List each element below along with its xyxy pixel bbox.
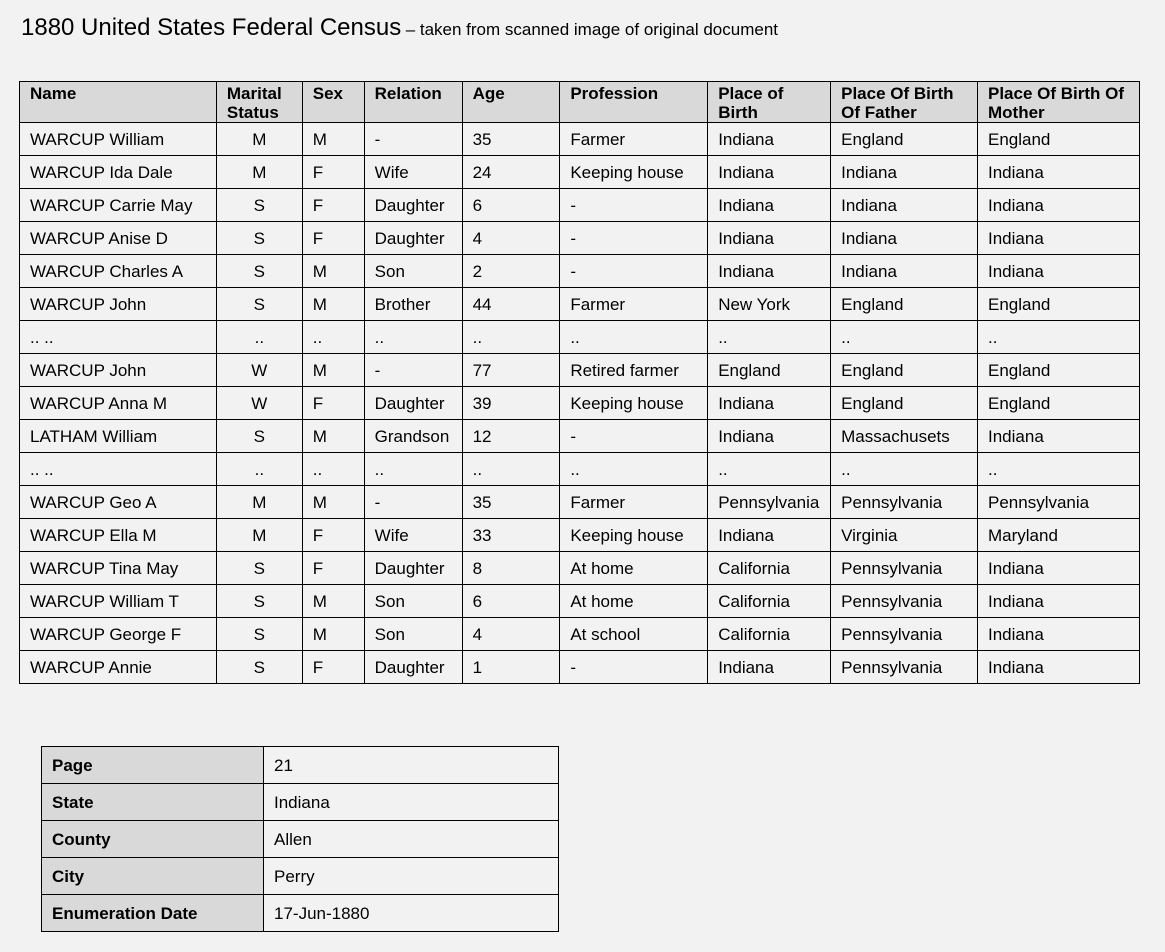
cell-profession: Keeping house bbox=[560, 156, 708, 189]
cell-name: WARCUP George F bbox=[20, 618, 217, 651]
cell-mother-birthplace: .. bbox=[978, 453, 1140, 486]
cell-place-of-birth: Indiana bbox=[708, 420, 831, 453]
cell-place-of-birth: Indiana bbox=[708, 222, 831, 255]
cell-profession: - bbox=[560, 255, 708, 288]
info-label: Enumeration Date bbox=[42, 895, 264, 932]
info-label: State bbox=[42, 784, 264, 821]
cell-age: 1 bbox=[462, 651, 560, 684]
cell-father-birthplace: Indiana bbox=[831, 222, 978, 255]
cell-marital-status: S bbox=[216, 651, 302, 684]
table-row bbox=[20, 123, 1140, 156]
cell-relation: - bbox=[364, 486, 462, 519]
cell-profession: .. bbox=[560, 453, 708, 486]
cell-marital-status: W bbox=[216, 354, 302, 387]
cell-profession: .. bbox=[560, 321, 708, 354]
cell-father-birthplace: .. bbox=[831, 453, 978, 486]
cell-marital-status: S bbox=[216, 585, 302, 618]
cell-sex: M bbox=[302, 486, 364, 519]
cell-mother-birthplace: Indiana bbox=[978, 618, 1140, 651]
cell-sex: F bbox=[302, 222, 364, 255]
info-value: 17-Jun-1880 bbox=[264, 895, 559, 932]
document-title bbox=[21, 14, 778, 42]
cell-profession: At home bbox=[560, 552, 708, 585]
cell-mother-birthplace: Maryland bbox=[978, 519, 1140, 552]
cell-mother-birthplace: England bbox=[978, 354, 1140, 387]
cell-sex: M bbox=[302, 288, 364, 321]
header-father-birthplace bbox=[831, 82, 978, 123]
table-row bbox=[20, 552, 1140, 585]
cell-relation: Daughter bbox=[364, 552, 462, 585]
cell-marital-status: M bbox=[216, 486, 302, 519]
cell-name: WARCUP Ida Dale bbox=[20, 156, 217, 189]
cell-place-of-birth: California bbox=[708, 585, 831, 618]
table-row bbox=[20, 519, 1140, 552]
cell-name: WARCUP Annie bbox=[20, 651, 217, 684]
cell-relation: .. bbox=[364, 453, 462, 486]
cell-place-of-birth: Indiana bbox=[708, 123, 831, 156]
table-row bbox=[20, 288, 1140, 321]
cell-father-birthplace: England bbox=[831, 288, 978, 321]
table-row bbox=[20, 453, 1140, 486]
cell-relation: Brother bbox=[364, 288, 462, 321]
cell-father-birthplace: Pennsylvania bbox=[831, 651, 978, 684]
cell-relation: Daughter bbox=[364, 387, 462, 420]
table-row bbox=[20, 618, 1140, 651]
info-row bbox=[42, 858, 559, 895]
cell-father-birthplace: Indiana bbox=[831, 255, 978, 288]
cell-name: .. .. bbox=[20, 321, 217, 354]
cell-mother-birthplace: Indiana bbox=[978, 420, 1140, 453]
header-name bbox=[20, 82, 217, 123]
cell-sex: M bbox=[302, 420, 364, 453]
cell-marital-status: M bbox=[216, 156, 302, 189]
cell-place-of-birth: England bbox=[708, 354, 831, 387]
cell-name: WARCUP Tina May bbox=[20, 552, 217, 585]
cell-age: 77 bbox=[462, 354, 560, 387]
header-row bbox=[20, 82, 1140, 123]
cell-marital-status: S bbox=[216, 420, 302, 453]
cell-mother-birthplace: .. bbox=[978, 321, 1140, 354]
table-row bbox=[20, 156, 1140, 189]
cell-mother-birthplace: Indiana bbox=[978, 552, 1140, 585]
header-line-2: Status bbox=[226, 103, 279, 122]
cell-marital-status: W bbox=[216, 387, 302, 420]
cell-profession: - bbox=[560, 651, 708, 684]
cell-marital-status: M bbox=[216, 519, 302, 552]
cell-mother-birthplace: England bbox=[978, 123, 1140, 156]
cell-age: 6 bbox=[462, 585, 560, 618]
table-row bbox=[20, 651, 1140, 684]
table-row bbox=[20, 189, 1140, 222]
title-main: 1880 United States Federal Census bbox=[21, 14, 402, 41]
header-profession bbox=[560, 82, 708, 123]
cell-name: WARCUP Charles A bbox=[20, 255, 217, 288]
cell-profession: - bbox=[560, 189, 708, 222]
cell-marital-status: S bbox=[216, 255, 302, 288]
cell-marital-status: S bbox=[216, 618, 302, 651]
cell-age: .. bbox=[462, 321, 560, 354]
title-subtitle: – taken from scanned image of original document bbox=[405, 20, 779, 39]
header-line-1: Relation bbox=[374, 84, 442, 103]
cell-name: WARCUP Carrie May bbox=[20, 189, 217, 222]
cell-father-birthplace: Virginia bbox=[831, 519, 978, 552]
info-row bbox=[42, 895, 559, 932]
cell-sex: F bbox=[302, 189, 364, 222]
cell-name: WARCUP John bbox=[20, 354, 217, 387]
cell-profession: At school bbox=[560, 618, 708, 651]
cell-father-birthplace: Massachusets bbox=[831, 420, 978, 453]
cell-sex: M bbox=[302, 354, 364, 387]
header-line-1: Place of bbox=[718, 84, 784, 103]
cell-sex: F bbox=[302, 552, 364, 585]
info-label: City bbox=[42, 858, 264, 895]
cell-profession: - bbox=[560, 222, 708, 255]
cell-name: WARCUP Anise D bbox=[20, 222, 217, 255]
table-row bbox=[20, 387, 1140, 420]
cell-profession: Farmer bbox=[560, 288, 708, 321]
cell-profession: Farmer bbox=[560, 123, 708, 156]
cell-name: WARCUP William T bbox=[20, 585, 217, 618]
header-sex bbox=[302, 82, 364, 123]
cell-age: 39 bbox=[462, 387, 560, 420]
header-line-1: Name bbox=[30, 84, 77, 103]
cell-age: 35 bbox=[462, 486, 560, 519]
cell-place-of-birth: Indiana bbox=[708, 189, 831, 222]
cell-profession: Keeping house bbox=[560, 519, 708, 552]
info-value: Perry bbox=[264, 858, 559, 895]
cell-profession: At home bbox=[560, 585, 708, 618]
table-row bbox=[20, 585, 1140, 618]
cell-marital-status: S bbox=[216, 288, 302, 321]
cell-age: .. bbox=[462, 453, 560, 486]
info-row bbox=[42, 747, 559, 784]
cell-father-birthplace: Pennsylvania bbox=[831, 486, 978, 519]
header-line-2: Of Father bbox=[841, 103, 917, 122]
cell-father-birthplace: England bbox=[831, 387, 978, 420]
cell-father-birthplace: Indiana bbox=[831, 156, 978, 189]
cell-relation: Wife bbox=[364, 156, 462, 189]
header-line-1: Place Of Birth bbox=[841, 84, 954, 103]
cell-place-of-birth: California bbox=[708, 618, 831, 651]
cell-relation: Grandson bbox=[364, 420, 462, 453]
cell-marital-status: .. bbox=[216, 321, 302, 354]
census-body bbox=[20, 123, 1140, 684]
cell-father-birthplace: .. bbox=[831, 321, 978, 354]
cell-name: LATHAM William bbox=[20, 420, 217, 453]
header-line-1: Profession bbox=[570, 84, 659, 103]
cell-place-of-birth: Indiana bbox=[708, 255, 831, 288]
table-row bbox=[20, 420, 1140, 453]
cell-father-birthplace: Pennsylvania bbox=[831, 552, 978, 585]
cell-mother-birthplace: Indiana bbox=[978, 222, 1140, 255]
cell-sex: M bbox=[302, 123, 364, 156]
record-info-body bbox=[42, 747, 559, 932]
cell-age: 2 bbox=[462, 255, 560, 288]
info-label: Page bbox=[42, 747, 264, 784]
cell-relation: Son bbox=[364, 618, 462, 651]
cell-age: 6 bbox=[462, 189, 560, 222]
cell-mother-birthplace: Indiana bbox=[978, 255, 1140, 288]
cell-name: .. .. bbox=[20, 453, 217, 486]
cell-relation: Wife bbox=[364, 519, 462, 552]
cell-sex: .. bbox=[302, 453, 364, 486]
cell-age: 4 bbox=[462, 618, 560, 651]
info-row bbox=[42, 784, 559, 821]
info-row bbox=[42, 821, 559, 858]
cell-mother-birthplace: England bbox=[978, 387, 1140, 420]
cell-profession: Farmer bbox=[560, 486, 708, 519]
cell-age: 35 bbox=[462, 123, 560, 156]
header-line-1: Place Of Birth Of bbox=[988, 84, 1125, 103]
cell-place-of-birth: Indiana bbox=[708, 651, 831, 684]
cell-relation: - bbox=[364, 123, 462, 156]
cell-name: WARCUP Geo A bbox=[20, 486, 217, 519]
table-row bbox=[20, 255, 1140, 288]
header-relation bbox=[364, 82, 462, 123]
census-header bbox=[20, 82, 1140, 123]
cell-relation: - bbox=[364, 354, 462, 387]
cell-father-birthplace: England bbox=[831, 123, 978, 156]
cell-sex: F bbox=[302, 387, 364, 420]
cell-place-of-birth: Indiana bbox=[708, 156, 831, 189]
cell-father-birthplace: England bbox=[831, 354, 978, 387]
cell-mother-birthplace: Indiana bbox=[978, 651, 1140, 684]
cell-relation: Son bbox=[364, 255, 462, 288]
info-value: Allen bbox=[264, 821, 559, 858]
record-info-table bbox=[41, 746, 559, 932]
header-age bbox=[462, 82, 560, 123]
cell-mother-birthplace: England bbox=[978, 288, 1140, 321]
cell-father-birthplace: Indiana bbox=[831, 189, 978, 222]
header-line-2: Mother bbox=[988, 103, 1045, 122]
cell-sex: M bbox=[302, 618, 364, 651]
cell-mother-birthplace: Pennsylvania bbox=[978, 486, 1140, 519]
cell-sex: .. bbox=[302, 321, 364, 354]
table-row bbox=[20, 486, 1140, 519]
cell-age: 44 bbox=[462, 288, 560, 321]
cell-marital-status: S bbox=[216, 222, 302, 255]
table-row bbox=[20, 222, 1140, 255]
cell-marital-status: S bbox=[216, 552, 302, 585]
cell-marital-status: .. bbox=[216, 453, 302, 486]
cell-age: 4 bbox=[462, 222, 560, 255]
cell-father-birthplace: Pennsylvania bbox=[831, 585, 978, 618]
header-line-1: Age bbox=[472, 84, 505, 103]
cell-sex: F bbox=[302, 651, 364, 684]
cell-place-of-birth: .. bbox=[708, 453, 831, 486]
cell-place-of-birth: .. bbox=[708, 321, 831, 354]
header-marital-status bbox=[216, 82, 302, 123]
cell-relation: Daughter bbox=[364, 651, 462, 684]
cell-sex: M bbox=[302, 585, 364, 618]
cell-name: WARCUP Ella M bbox=[20, 519, 217, 552]
header-line-1: Sex bbox=[312, 84, 344, 103]
cell-sex: M bbox=[302, 255, 364, 288]
info-value: Indiana bbox=[264, 784, 559, 821]
cell-place-of-birth: Pennsylvania bbox=[708, 486, 831, 519]
census-table bbox=[19, 81, 1140, 684]
cell-place-of-birth: New York bbox=[708, 288, 831, 321]
cell-name: WARCUP John bbox=[20, 288, 217, 321]
cell-place-of-birth: Indiana bbox=[708, 519, 831, 552]
cell-marital-status: S bbox=[216, 189, 302, 222]
cell-profession: Keeping house bbox=[560, 387, 708, 420]
header-mother-birthplace bbox=[978, 82, 1140, 123]
cell-relation: .. bbox=[364, 321, 462, 354]
info-label: County bbox=[42, 821, 264, 858]
cell-mother-birthplace: Indiana bbox=[978, 585, 1140, 618]
cell-name: WARCUP William bbox=[20, 123, 217, 156]
cell-age: 12 bbox=[462, 420, 560, 453]
cell-mother-birthplace: Indiana bbox=[978, 189, 1140, 222]
cell-profession: Retired farmer bbox=[560, 354, 708, 387]
table-row bbox=[20, 354, 1140, 387]
cell-relation: Son bbox=[364, 585, 462, 618]
cell-relation: Daughter bbox=[364, 222, 462, 255]
table-row bbox=[20, 321, 1140, 354]
cell-marital-status: M bbox=[216, 123, 302, 156]
header-line-1: Marital bbox=[226, 84, 282, 103]
cell-sex: F bbox=[302, 156, 364, 189]
cell-age: 33 bbox=[462, 519, 560, 552]
info-value: 21 bbox=[264, 747, 559, 784]
cell-place-of-birth: Indiana bbox=[708, 387, 831, 420]
cell-name: WARCUP Anna M bbox=[20, 387, 217, 420]
cell-relation: Daughter bbox=[364, 189, 462, 222]
header-line-2: Birth bbox=[718, 103, 758, 122]
header-place-of-birth bbox=[708, 82, 831, 123]
cell-father-birthplace: Pennsylvania bbox=[831, 618, 978, 651]
cell-age: 8 bbox=[462, 552, 560, 585]
cell-sex: F bbox=[302, 519, 364, 552]
cell-mother-birthplace: Indiana bbox=[978, 156, 1140, 189]
cell-place-of-birth: California bbox=[708, 552, 831, 585]
cell-age: 24 bbox=[462, 156, 560, 189]
cell-profession: - bbox=[560, 420, 708, 453]
